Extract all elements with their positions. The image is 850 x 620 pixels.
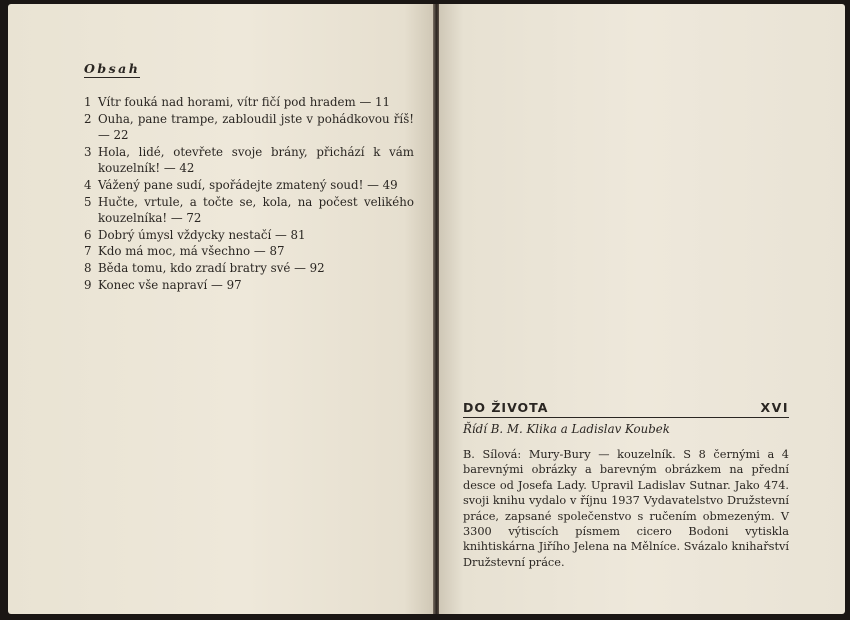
series-editors: Řídí B. M. Klika a Ladislav Koubek <box>463 422 670 436</box>
toc-item-text: Kdo má moc, má všechno — 87 <box>98 244 285 259</box>
toc-item-number: 5 <box>84 194 92 209</box>
toc-item-number: 9 <box>84 277 92 292</box>
series-number: XVI <box>760 400 789 415</box>
toc-item-text: Hučte, vrtule, a točte se, kola, na počest velikého kouzelníka! — 72 <box>98 194 414 226</box>
toc-heading: Obsah <box>84 61 141 76</box>
toc-item-text: Vítr fouká nad horami, vítr fičí pod hradem — 11 <box>98 95 391 109</box>
toc-item <box>84 243 414 260</box>
toc-item <box>84 144 414 177</box>
toc-item-number: 4 <box>84 177 92 192</box>
series-title: DO ŽIVOTA <box>463 400 549 415</box>
toc-item-text: Dobrý úmysl vždycky nestačí — 81 <box>98 227 306 242</box>
toc-item-number: 8 <box>84 260 92 275</box>
toc-item-text: Vážený pane sudí, spořádejte zmatený soud! — 49 <box>98 177 398 192</box>
toc-item-number: 2 <box>84 111 92 126</box>
toc-item <box>84 277 414 294</box>
series-block <box>463 400 789 570</box>
colophon: B. Sílová: Mury-Bury — kouzelník. S 8 černými a 4 barevnými obrázky a barevným obrázkem na přední desce od Josefa Lady. Upravil Ladislav Sutnar. Jako 474. svoji knihu vydalo v říjnu 1937 Vydavatelstvo Družstevní práce, zapsané společenstvo s ručením obmezeným. V 3300 výtiscích písmem cicero Bodoni vytiskla knihtiskárna Jiřího Jelena na Mělníce. Svázalo knihařství Družstevní práce. <box>463 448 789 569</box>
toc-item <box>84 260 414 277</box>
toc-item-number: 3 <box>84 144 92 159</box>
toc-item-text: Ouha, pane trampe, zabloudil jste v pohádkovou říš! — 22 <box>98 111 414 143</box>
toc-item-text: Hola, lidé, otevřete svoje brány, přichází k vám kouzelník! — 42 <box>98 144 414 176</box>
toc-item <box>84 227 414 244</box>
left-page <box>8 4 434 614</box>
table-of-contents <box>84 94 414 293</box>
toc-item-number: 1 <box>84 95 92 109</box>
toc-item-text: Běda tomu, kdo zradí bratry své — 92 <box>98 260 325 275</box>
toc-item-number: 6 <box>84 227 92 242</box>
series-rule <box>463 417 789 418</box>
toc-item-text: Konec vše napraví — 97 <box>98 277 242 292</box>
toc-item <box>84 111 414 144</box>
toc-item-number: 7 <box>84 244 92 259</box>
toc-item <box>84 177 414 194</box>
toc-item <box>84 94 414 111</box>
toc-item <box>84 194 414 227</box>
series-header <box>463 400 789 417</box>
